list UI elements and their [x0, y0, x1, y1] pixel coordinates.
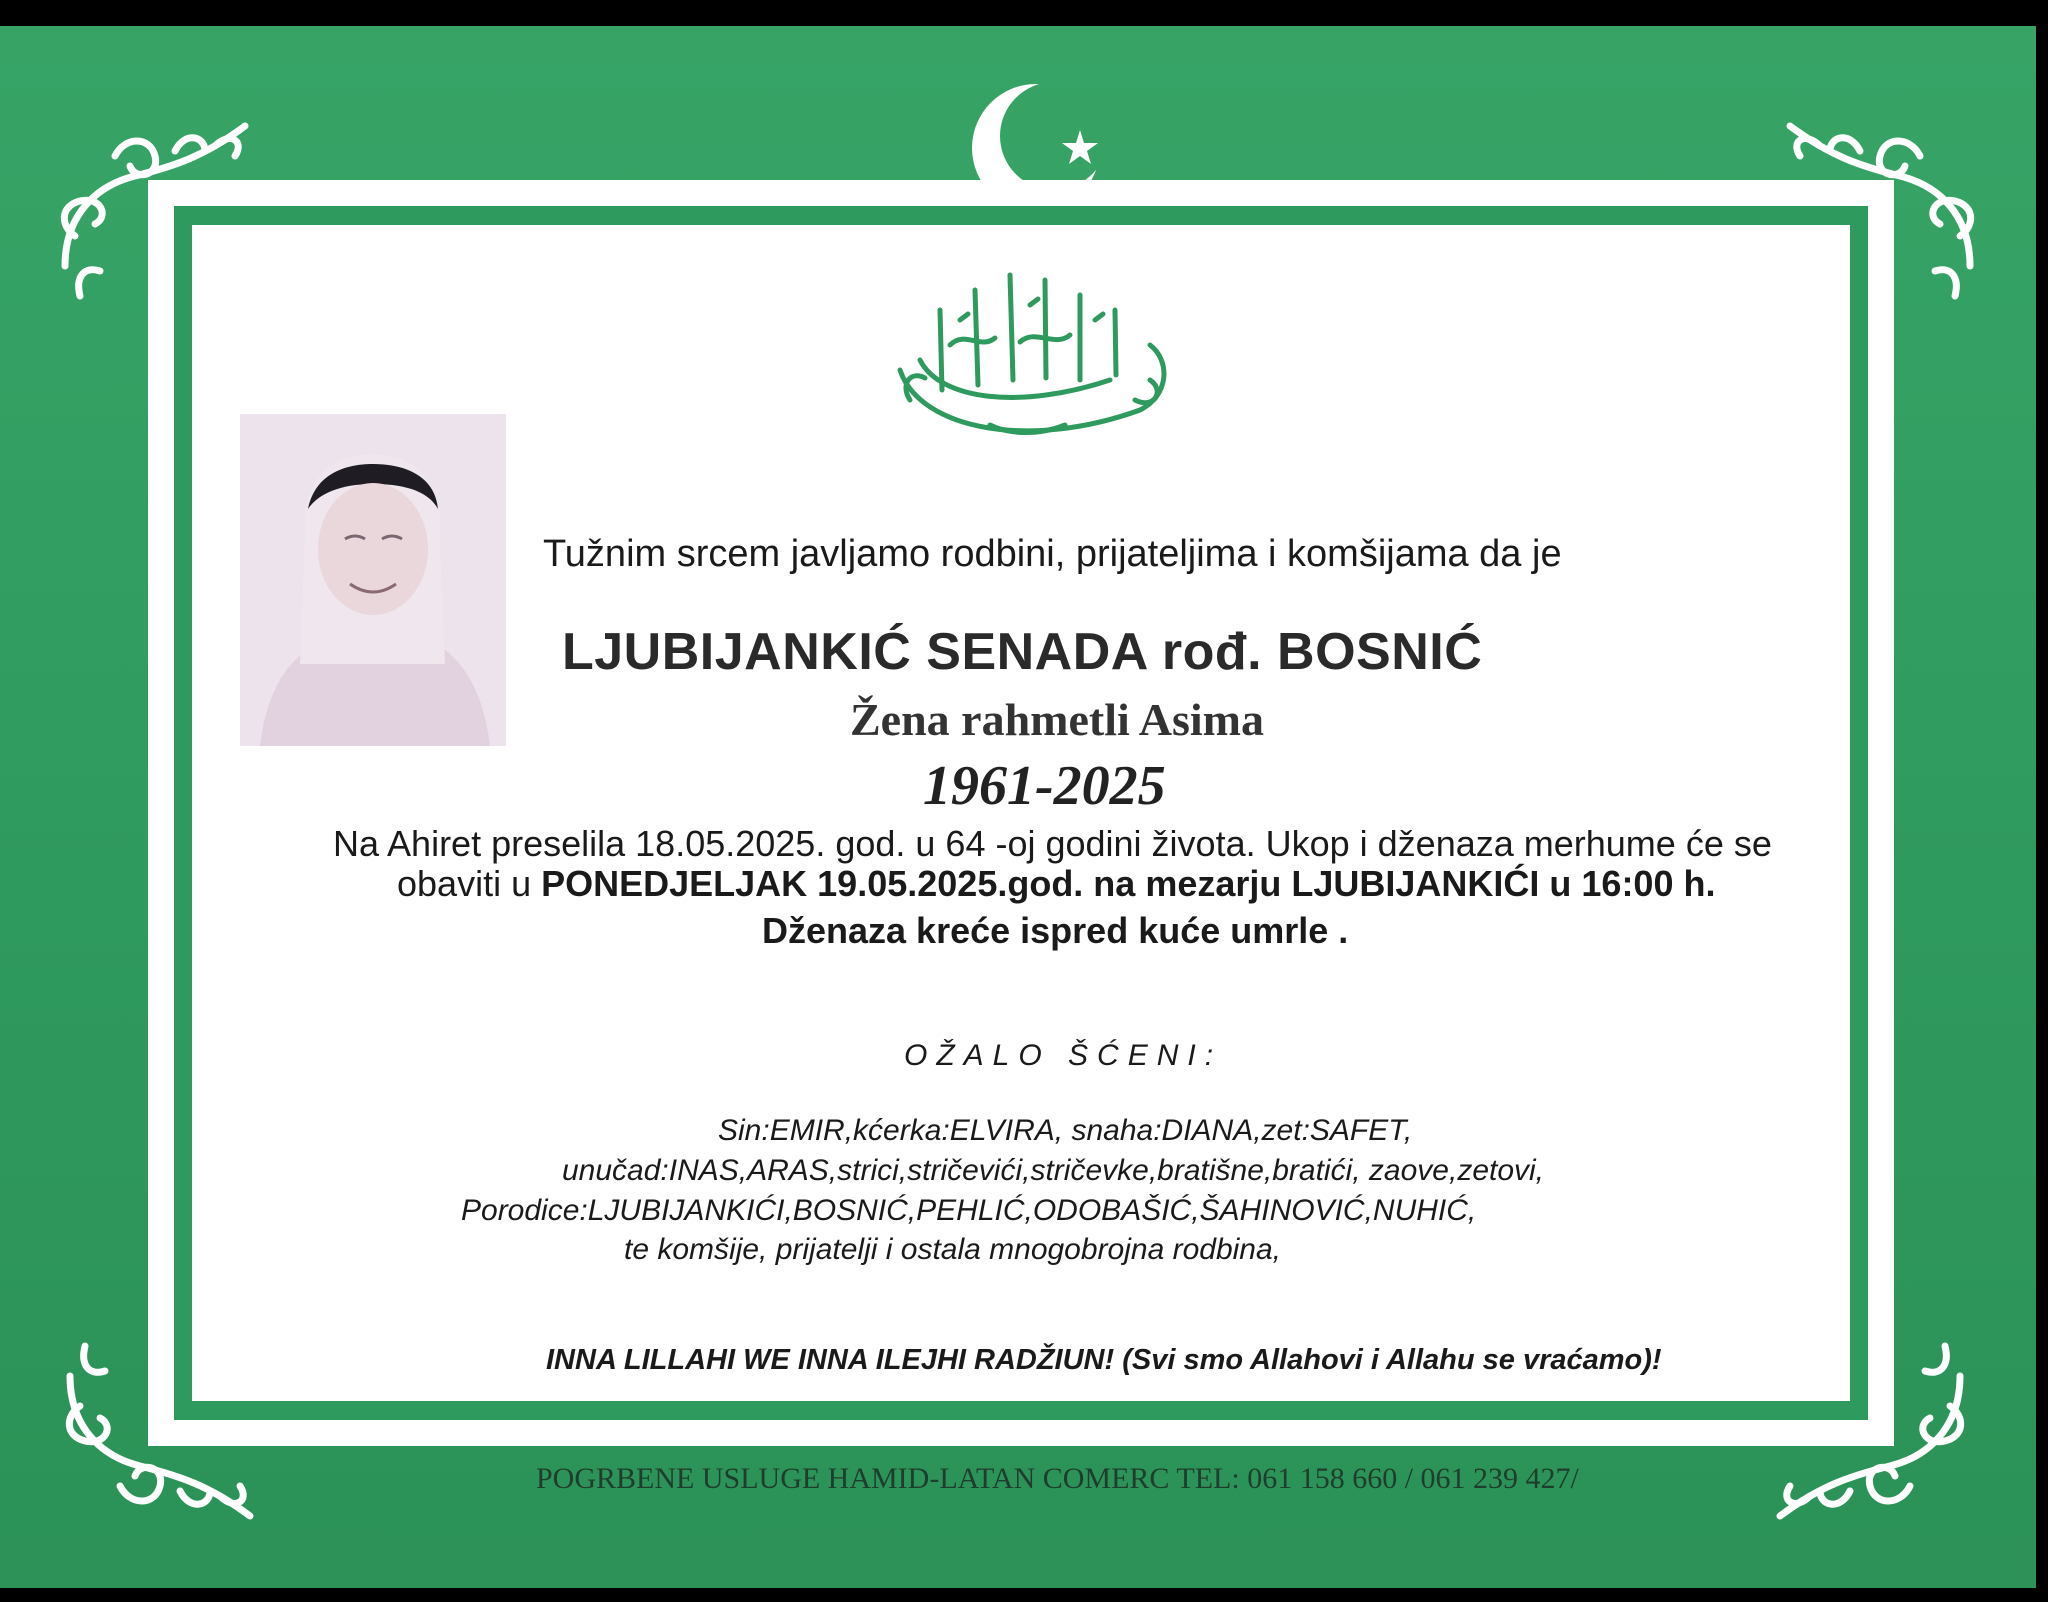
- deceased-name: LJUBIJANKIĆ SENADA rođ. BOSNIĆ: [562, 623, 1483, 681]
- announcement-line-2-prefix: obaviti u: [397, 863, 542, 904]
- closing-prayer: INNA LILLAHI WE INNA ILEJHI RADŽIUN! (Svi smo Allahovi i Allahu se vraćamo)!: [546, 1344, 1662, 1376]
- portrait-photo: [240, 414, 506, 746]
- announcement-line-3: Dženaza kreće ispred kuće umrle .: [762, 910, 1349, 951]
- spouse-line: Žena rahmetli Asima: [850, 694, 1264, 745]
- announcement-line-2: [397, 863, 1715, 905]
- life-years: 1961-2025: [923, 755, 1166, 817]
- mourners-heading: OŽALO ŠĆENI:: [904, 1039, 1223, 1072]
- family-line: unučad:INAS,ARAS,strici,stričevići,stričevke,bratišne,bratići, zaove,zetovi,: [562, 1154, 1545, 1187]
- intro-text: Tužnim srcem javljamo rodbini, prijateljima i komšijama da je: [543, 533, 1562, 575]
- funeral-date-place: PONEDJELJAK 19.05.2025.god. na mezarju LJUBIJANKIĆI u 16:00 h.: [541, 863, 1716, 904]
- family-line: te komšije, prijatelji i ostala mnogobrojna rodbina,: [624, 1233, 1282, 1266]
- family-line: Porodice:LJUBIJANKIĆI,BOSNIĆ,PEHLIĆ,ODOBAŠIĆ,ŠAHINOVIĆ,NUHIĆ,: [461, 1194, 1477, 1227]
- announcement-line-1: Na Ahiret preselila 18.05.2025. god. u 64 -oj godini života. Ukop i dženaza merhume će se: [333, 823, 1772, 864]
- family-line: Sin:EMIR,kćerka:ELVIRA, snaha:DIANA,zet:SAFET,: [718, 1114, 1413, 1147]
- arabic-calligraphy: [880, 250, 1180, 460]
- funeral-services-footer: POGRBENE USLUGE HAMID-LATAN COMERC TEL: 061 158 660 / 061 239 427/: [536, 1462, 1579, 1495]
